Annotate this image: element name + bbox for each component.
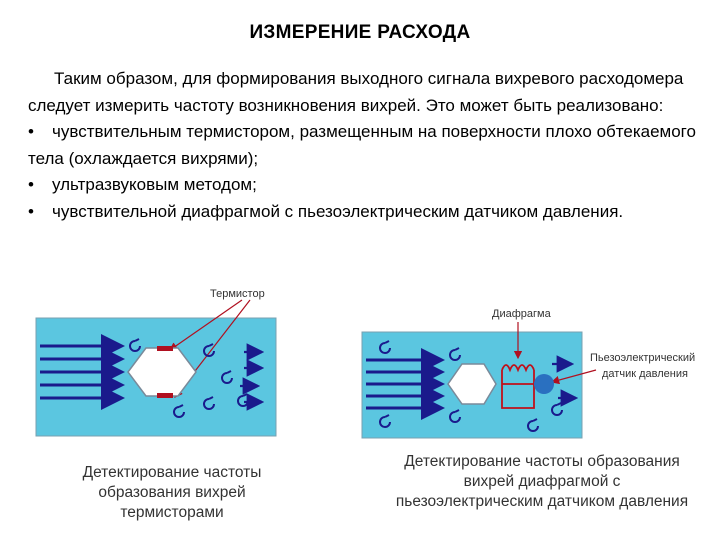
body-text [28, 66, 700, 226]
thermistor-figure [0, 280, 360, 450]
diaphragm-figure [350, 300, 720, 440]
page-title: ИЗМЕРЕНИЕ РАСХОДА [249, 22, 471, 43]
piezo-sensor [534, 374, 554, 394]
thermistor-bottom [157, 393, 173, 398]
bullet-marker: • [28, 201, 34, 221]
bullet-marker: • [28, 122, 34, 142]
figure1-caption: Детектирование частоты образования вихрей термисторами [82, 464, 262, 521]
intro-paragraph: Таким образом, для формирования выходного сигнала вихревого расходомера следует измерить частоту возникновения вихрей. Это может быть реализовано: [28, 69, 684, 115]
sensor-label-line1: Пьезоэлектрический [590, 352, 696, 364]
bullet-marker: • [28, 175, 34, 195]
bullet-item [28, 119, 700, 172]
thermistor-label: Термистор [210, 288, 265, 300]
bullet-item [28, 199, 700, 226]
figure2-caption: Детектирование частоты образования вихрей диафрагмой с пьезоэлектрическим датчиком давления [395, 453, 689, 510]
sensor-label-line2: датчик давления [602, 368, 688, 380]
bullet-text: ультразвуковым методом; [52, 175, 257, 195]
diaphragm-label: Диафрагма [492, 308, 551, 320]
thermistor-top [157, 346, 173, 351]
bullet-item [28, 172, 700, 199]
bullet-text: чувствительной диафрагмой с пьезоэлектрическим датчиком давления. [52, 201, 624, 221]
bullet-text: чувствительным термистором, размещенным на поверхности плохо обтекаемого тела (охлаждается вихрями); [28, 122, 696, 168]
